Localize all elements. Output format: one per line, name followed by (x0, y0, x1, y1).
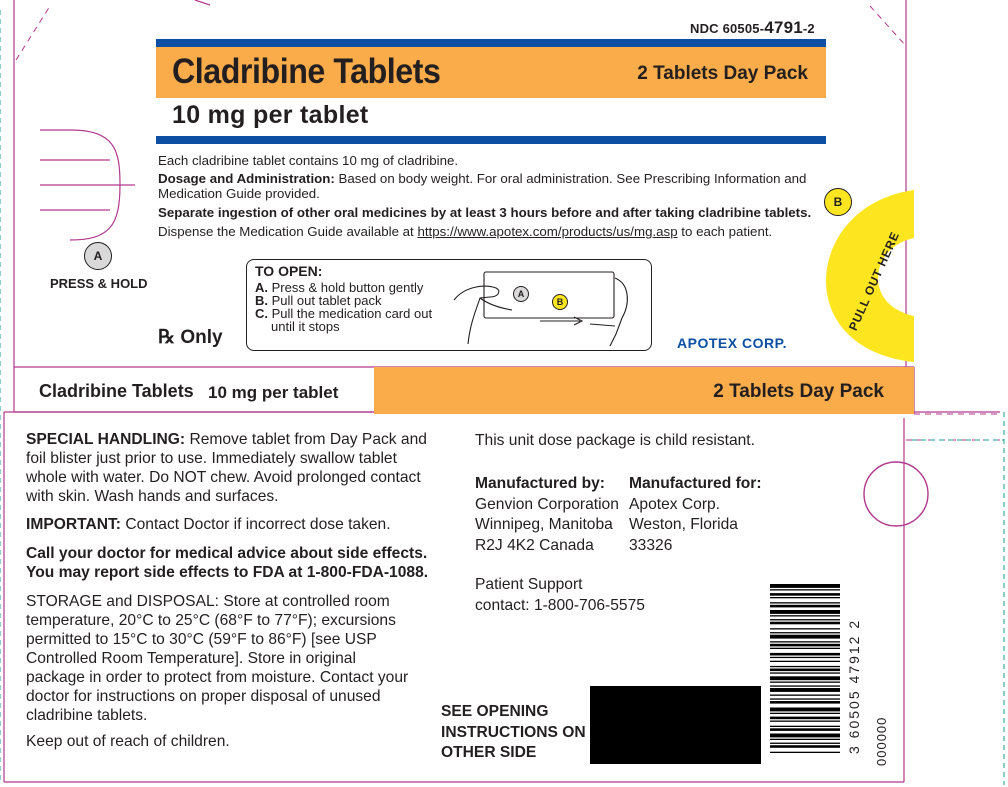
strength-label: 10 mg per tablet (172, 101, 369, 129)
pull-out-label: PULL OUT HERE (846, 229, 903, 333)
keep-out-of-reach: Keep out of reach of children. (26, 733, 230, 750)
special-handling: SPECIAL HANDLING: Remove tablet from Day Pack and foil blister just prior to use. Immediately swallow tablet whole with water. Do NOT chew. Avoid prolonged contact with skin. Wash hands and surfaces. (26, 431, 427, 505)
barcode-bar (770, 593, 840, 596)
barcode-bar (770, 610, 840, 614)
barcode-bar (770, 745, 840, 748)
barcode-number: 3 60505 47912 2 (846, 618, 862, 754)
barcode-bar (770, 597, 840, 598)
see-opening-instructions: SEE OPENING INSTRUCTIONS ON OTHER SIDE (441, 703, 586, 761)
barcode-bar (770, 648, 840, 649)
barcode-bar (770, 669, 840, 672)
barcode-bar (770, 708, 840, 712)
barcode-bar (770, 685, 840, 686)
barcode-bar (770, 728, 840, 731)
barcode-bar (770, 682, 840, 683)
left-column (26, 430, 446, 751)
patient-support: Patient Support contact: 1-800-706-5575 (475, 576, 645, 614)
open-title: TO OPEN: (255, 263, 323, 279)
barcode-bar (770, 653, 840, 656)
barcode-bar (770, 657, 840, 658)
important-note: IMPORTANT: Contact Doctor if incorrect dose taken. (26, 516, 391, 533)
open-steps (255, 265, 432, 333)
barcode-bar (770, 644, 840, 647)
contents-line: Each cladribine tablet contains 10 mg of cladribine. (158, 153, 459, 168)
day-pack-label: 2 Tablets Day Pack (637, 63, 808, 84)
barcode-bar (770, 734, 840, 738)
bottom-blue-bar (156, 136, 826, 144)
barcode-bar (770, 628, 840, 629)
barcode-bar (770, 726, 840, 727)
ndc-number: NDC 60505-4791-2 (690, 18, 815, 37)
rx-only: ℞ Only (158, 327, 223, 348)
barcode-bar (770, 701, 840, 704)
barcode-bar (770, 713, 840, 714)
separate-ingestion: Separate ingestion of other oral medicines by at least 3 hours before and after taking cladribine tablets. (158, 205, 812, 220)
band-day-pack: 2 Tablets Day Pack (713, 381, 884, 402)
barcode-bar (770, 584, 840, 588)
barcode-bar (770, 635, 840, 639)
press-hold-label: PRESS & HOLD (50, 276, 148, 291)
barcode-bar (770, 676, 840, 680)
barcode-bar (770, 721, 840, 722)
barcode-bar (770, 605, 840, 608)
barcode-bar (770, 717, 840, 720)
badge-b: B (824, 188, 852, 216)
company-logo: APOTEX CORP. (677, 335, 787, 351)
top-blue-bar (156, 39, 826, 47)
product-title: Cladribine Tablets (172, 52, 441, 91)
manufactured-by: Manufactured by: Genvion Corporation Winnipeg, Manitoba R2J 4K2 Canada (475, 475, 619, 554)
barcode-bar (770, 589, 840, 590)
barcode-bar (770, 619, 840, 620)
barcode-bar (770, 743, 840, 744)
band-product-name: Cladribine Tablets (39, 381, 194, 401)
barcode-bar (770, 622, 840, 625)
side-effects-warning: Call your doctor for medical advice about side effects. You may report side effects to FDA at 1-800-FDA-1088. (26, 545, 429, 581)
illustration-badge-a: A (513, 286, 529, 302)
barcode-bar (770, 695, 840, 696)
dosage-line-2: Medication Guide provided. (158, 186, 320, 201)
barcode-bar (770, 641, 840, 642)
top-info (158, 153, 818, 239)
barcode-bar (770, 739, 840, 740)
barcode-bar (770, 698, 840, 699)
open-step-c-cont: until it stops (271, 319, 340, 334)
badge-a: A (84, 242, 112, 270)
medication-guide-link[interactable]: https://www.apotex.com/products/us/mg.asp (417, 224, 678, 239)
dosage-line: Dosage and Administration: Based on body weight. For oral administration. See Prescribing Information and (158, 171, 807, 186)
barcode-bar (770, 632, 840, 633)
barcode-bar (770, 615, 840, 616)
barcode-bar (770, 661, 840, 662)
barcode-bar (770, 602, 840, 603)
band-strength: 10 mg per tablet (208, 383, 339, 402)
lot-number: 000000 (874, 716, 889, 766)
open-step-b: B. Pull out tablet pack (255, 293, 382, 308)
open-step-a: A. Press & hold button gently (255, 280, 424, 295)
barcode-bar (770, 752, 840, 753)
illustration-badge-b: B (552, 294, 568, 310)
barcode (770, 582, 850, 754)
opening-illustration-icon (440, 264, 640, 348)
manufactured-for: Manufactured for: Apotex Corp. Weston, Florida 33326 (629, 475, 762, 554)
lot-expiry-box (590, 686, 761, 764)
storage-disposal: STORAGE and DISPOSAL: Store at controlled room temperature, 20°C to 25°C (68°F to 77°F); excursions permitted to 15°C to 30°C (59°F to 86°F) [see USP Controlled Room Temperature]. Store in original package in order to protect from moisture. Contact your doctor for instructions on proper disposal of unused cladribine tablets. (26, 593, 409, 724)
child-resistant-note: This unit dose package is child resistant. (475, 432, 755, 449)
barcode-bar (770, 666, 840, 667)
dispense-line: Dispense the Medication Guide available at https://www.apotex.com/products/us/mg.asp to each patient. (158, 224, 773, 239)
rx-symbol-icon: ℞ (158, 327, 176, 348)
barcode-bar (770, 688, 840, 692)
barcode-bar (770, 672, 840, 673)
open-step-c: C. Pull the medication card out (255, 306, 433, 321)
